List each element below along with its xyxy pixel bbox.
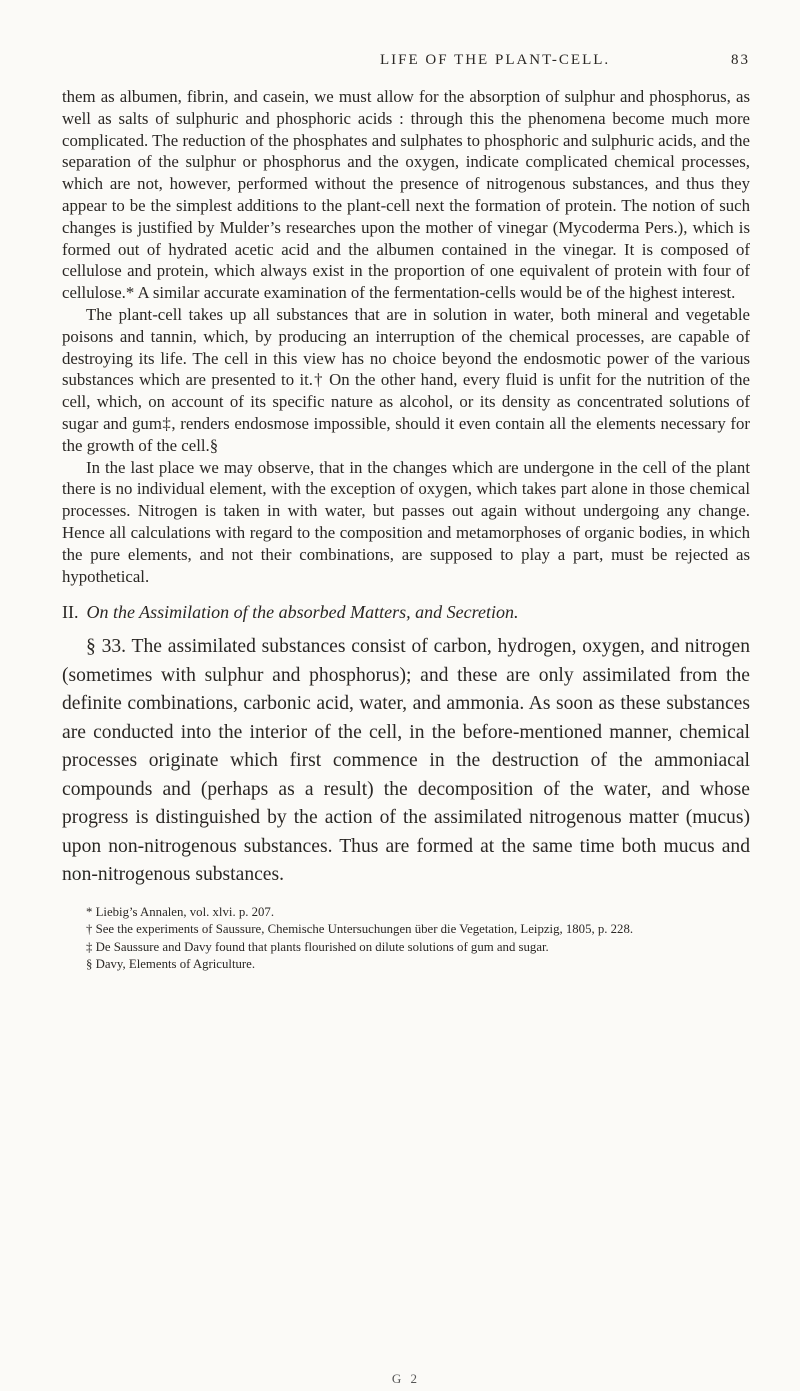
- body-text: [62, 86, 750, 974]
- section-heading: [62, 601, 750, 623]
- page-number: 83: [731, 52, 750, 68]
- section-title: On the Assimilation of the absorbed Matters, and Secretion.: [86, 602, 519, 623]
- signature-mark: G 2: [391, 1371, 421, 1386]
- section-number: II.: [62, 602, 79, 623]
- paragraph-2: The plant-cell takes up all substances that are in solution in water, both mineral and vegetable poisons and tannin, which, by producing an interruption of the chemical processes, are capable of destroying its life. The cell in this view has no choice beyond the endosmotic power of the various substances which are presented to it.† On the other hand, every fluid is unfit for the nutrition of the cell, which, on account of its specific nature as alcohol, or its density as concentrated solutions of sugar and gum‡, renders endosmose impossible, should it even contain all the elements necessary for the growth of the cell.§: [62, 304, 750, 455]
- footnote-1: * Liebig’s Annalen, vol. xlvi. p. 207.: [86, 904, 275, 919]
- running-title: LIFE OF THE PLANT-CELL.: [380, 52, 611, 68]
- footnote-4: § Davy, Elements of Agriculture.: [86, 957, 256, 972]
- running-header: [62, 52, 750, 78]
- paragraph-1: them as albumen, fibrin, and casein, we must allow for the absorption of sulphur and phosphorus, as well as salts of sulphuric and phosphoric acids : through this the phenomena become much more complicated. The reduction of the phosphates and sulphates to phosphoric and sulphuric acids, and the separation of the sulphur or phosphorus and the oxygen, indicate complicated chemical processes, which are not, however, performed without the presence of nitrogenous substances, and thus they appear to be the simplest additions to the plant-cell next the formation of protein. The notion of such changes is justified by Mulder’s researches upon the mother of vinegar (Mycoderma Pers.), which is formed out of hydrated acetic acid and the albumen contained in the vinegar. It is composed of cellulose and protein, which always exist in the proportion of one equivalent of protein with four of cellulose.* A similar accurate examination of the fermentation-cells would be of the highest interest.: [62, 87, 750, 303]
- footnote-3: ‡ De Saussure and Davy found that plants flourished on dilute solutions of gum and sugar.: [86, 939, 549, 954]
- footnote-2: † See the experiments of Saussure, Chemische Untersuchungen über die Vegetation, Leipzig, 1805, p. 228.: [86, 922, 634, 937]
- footnotes: [62, 904, 750, 974]
- paragraph-3: In the last place we may observe, that in the changes which are undergone in the cell of the plant there is no individual element, with the exception of oxygen, which takes part alone in those chemical processes. Nitrogen is taken in with water, but passes out again without undergoing any change. Hence all calculations with regard to the composition and metamorphoses of organic bodies, in which the pure elements, and not their combinations, are supposed to play a part, must be rejected as hypothetical.: [62, 457, 750, 586]
- section-paragraph: § 33. The assimilated substances consist of carbon, hydrogen, oxygen, and nitrogen (sometimes with sulphur and phosphorus); and these are only assimilated from the definite combinations, carbonic acid, water, and ammonia. As soon as these substances are conducted into the interior of the cell, in the before-mentioned manner, chemical processes originate which first commence in the destruction of the ammoniacal compounds and (perhaps as a result) the decomposition of the water, and whose progress is distinguished by the action of the assimilated nitrogenous matter (mucus) upon non-nitrogenous substances. Thus are formed at the same time both mucus and non-nitrogenous substances.: [62, 636, 750, 886]
